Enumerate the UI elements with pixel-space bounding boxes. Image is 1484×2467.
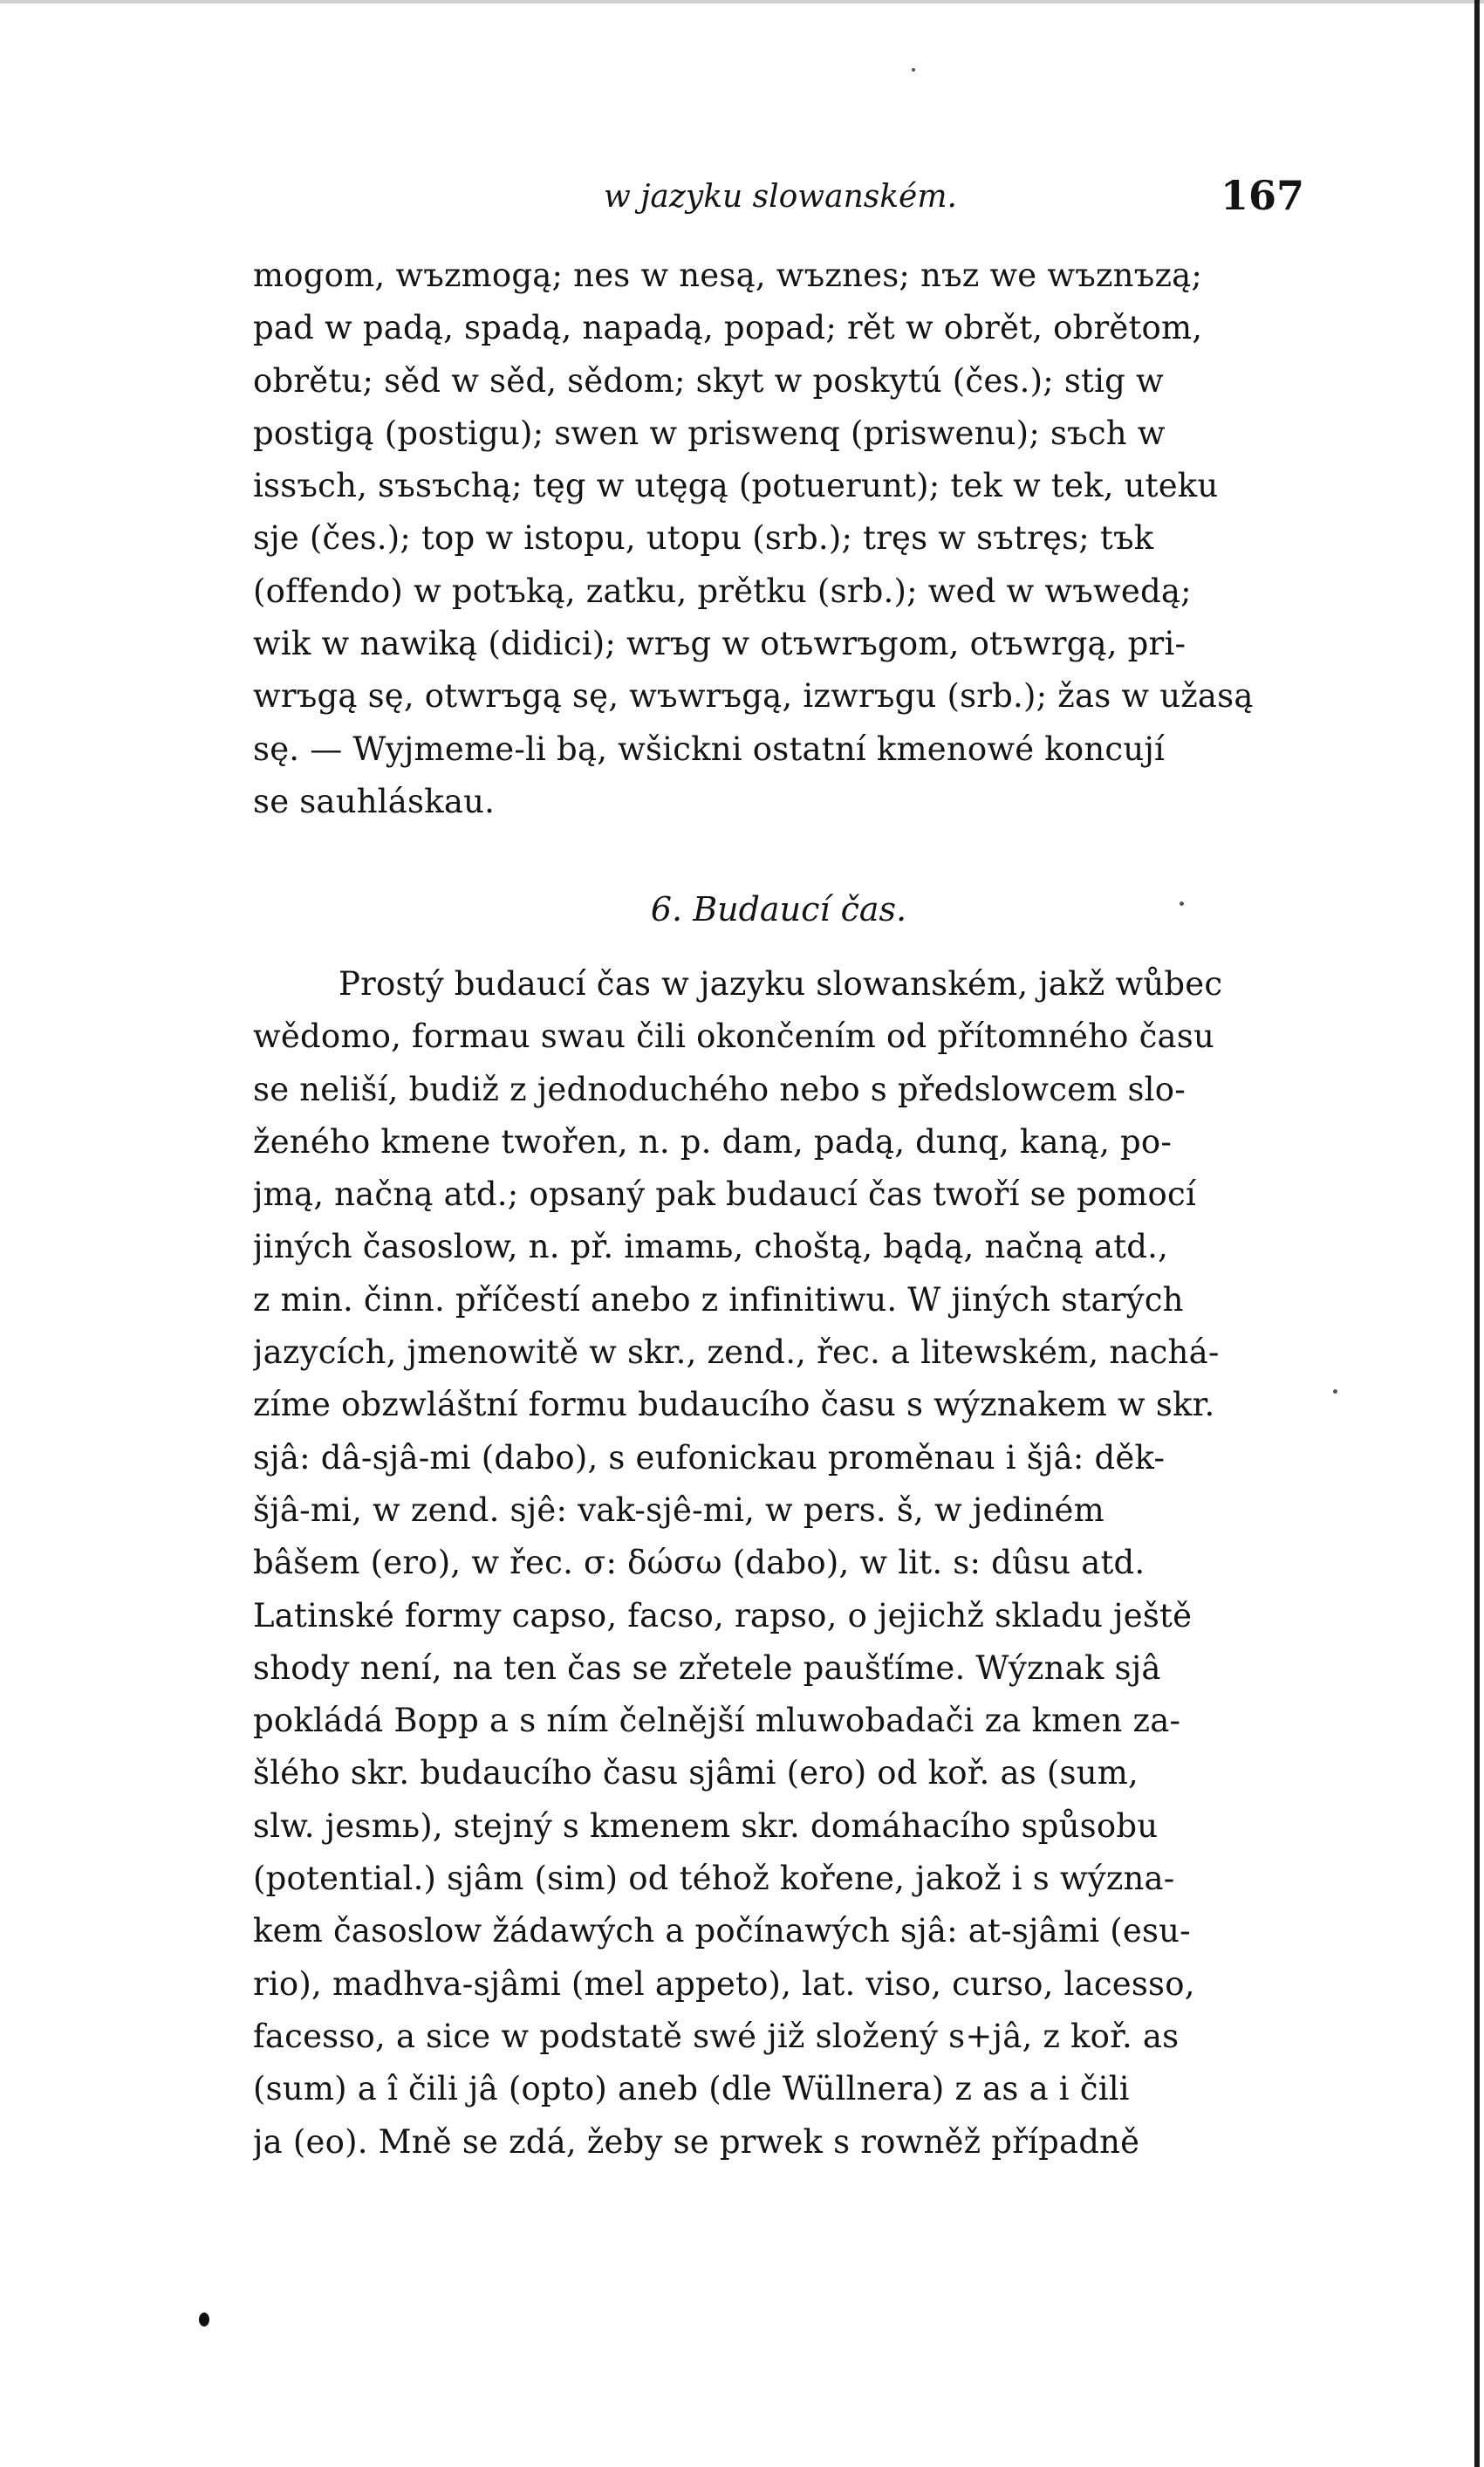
text-line: obrětu; sěd w sěd, sědom; skyt w poskytú (čes.); stig w (253, 361, 1164, 400)
paragraph-future-tense (253, 958, 1304, 2169)
text-line: (offendo) w potъką, zatku, prětku (srb.); wed w wъwedą; (253, 572, 1192, 610)
page-number: 167 (1220, 172, 1304, 219)
text-line: sje (čes.); top w istopu, utopu (srb.); tręs w sъtręs; tъk (253, 519, 1154, 558)
ink-speck (1333, 1389, 1337, 1394)
text-line: issъch, sъsъchą; tęg w utęgą (potuerunt); tek w tek, uteku (253, 467, 1219, 505)
text-line: wědomo, formau swau čili okončením od přítomného času (253, 1018, 1214, 1056)
text-line: Prostý budaucí čas w jazyku slowanském, jakž wůbec (339, 965, 1223, 1003)
running-title: w jazyku slowanském. (604, 179, 957, 215)
text-line: (potential.) sjâm (sim) od téhož kořene, jakož i s wýzna- (253, 1860, 1175, 1898)
text-line: šjâ-mi, w zend. sjê: vak-sjê-mi, w pers. š, w jediném (253, 1490, 1104, 1529)
text-line: postigą (postigu); swen w priswenq (priswenu); sъch w (253, 414, 1166, 452)
page-header (253, 172, 1304, 231)
text-line: Latinské formy capso, facso, rapso, o jejichž skladu ještě (253, 1596, 1193, 1634)
ink-dot (199, 2313, 209, 2327)
text-line: pad w padą, spadą, napadą, popad; rět w obrět, obrětom, (253, 309, 1203, 347)
ink-speck (1180, 901, 1184, 906)
text-line: bâšem (ero), w řec. σ: δώσω (dabo), w lit. s: dûsu atd. (253, 1544, 1145, 1582)
text-line: jiných časoslow, n. př. imamь, choštą, bądą, načną atd., (253, 1228, 1169, 1266)
text-line: jmą, načną atd.; opsaný pak budaucí čas twoří se pomocí (253, 1175, 1196, 1214)
text-line: šlého skr. budaucího času sjâmi (ero) od koř. as (sum, (253, 1754, 1139, 1792)
section-heading: 6. Budaucí čas. (650, 890, 907, 929)
text-line: se sauhláskau. (253, 782, 496, 820)
text-line: zíme obzwláštní formu budaucího času s wýznakem w skr. (253, 1386, 1215, 1424)
text-line: ja (eo). Mně se zdá, žeby se prwek s rowněž případně (253, 2122, 1140, 2161)
text-line: pokládá Bopp a s ním čelnější mluwobadači za kmen za- (253, 1702, 1181, 1740)
text-line: jazycích, jmenowitě w skr., zend., řec. a litewském, nachá- (253, 1333, 1220, 1372)
text-line: rio), madhva-sjâmi (mel appeto), lat. viso, curso, lacesso, (253, 1964, 1195, 2003)
text-line: sę. — Wyjmeme-li bą, wšickni ostatní kmenowé koncují (253, 730, 1166, 768)
paragraph-verb-stems (253, 250, 1304, 828)
text-line: wik w nawiką (didici); wrъg w otъwrъgom, otъwrgą, pri- (253, 625, 1187, 663)
page-edge-right (1474, 0, 1480, 2467)
page-edge-top (0, 0, 1484, 3)
text-line: wrъgą sę, otwrъgą sę, wъwrъgą, izwrъgu (srb.); žas w užasą (253, 677, 1254, 716)
text-line: kem časoslow žádawých a počínawých sjâ: at-sjâmi (esu- (253, 1912, 1191, 1950)
text-line: z min. činn. příčestí anebo z infinitiwu. W jiných starých (253, 1280, 1184, 1319)
text-line: shody není, na ten čas se zřetele paušťíme. Wýznak sjâ (253, 1648, 1161, 1687)
text-line: ženého kmene twořen, n. p. dam, padą, dunq, kaną, po- (253, 1122, 1173, 1161)
text-line: mogom, wъzmogą; nes w nesą, wъznes; nъz we wъznъzą; (253, 257, 1203, 294)
text-line: slw. jesmь), stejný s kmenem skr. domáhacího spůsobu (253, 1806, 1159, 1845)
text-line: se neliší, budiž z jednoduchého nebo s předslowcem slo- (253, 1070, 1186, 1108)
text-line: facesso, a sice w podstatě swé již složený s+jâ, z koř. as (253, 2017, 1180, 2055)
ink-speck (912, 68, 915, 72)
text-line: sjâ: dâ-sjâ-mi (dabo), s eufonickau proměnau i šjâ: děk- (253, 1438, 1166, 1477)
text-line: (sum) a î čili jâ (opto) aneb (dle Wüllnera) z as a i čili (253, 2070, 1130, 2108)
